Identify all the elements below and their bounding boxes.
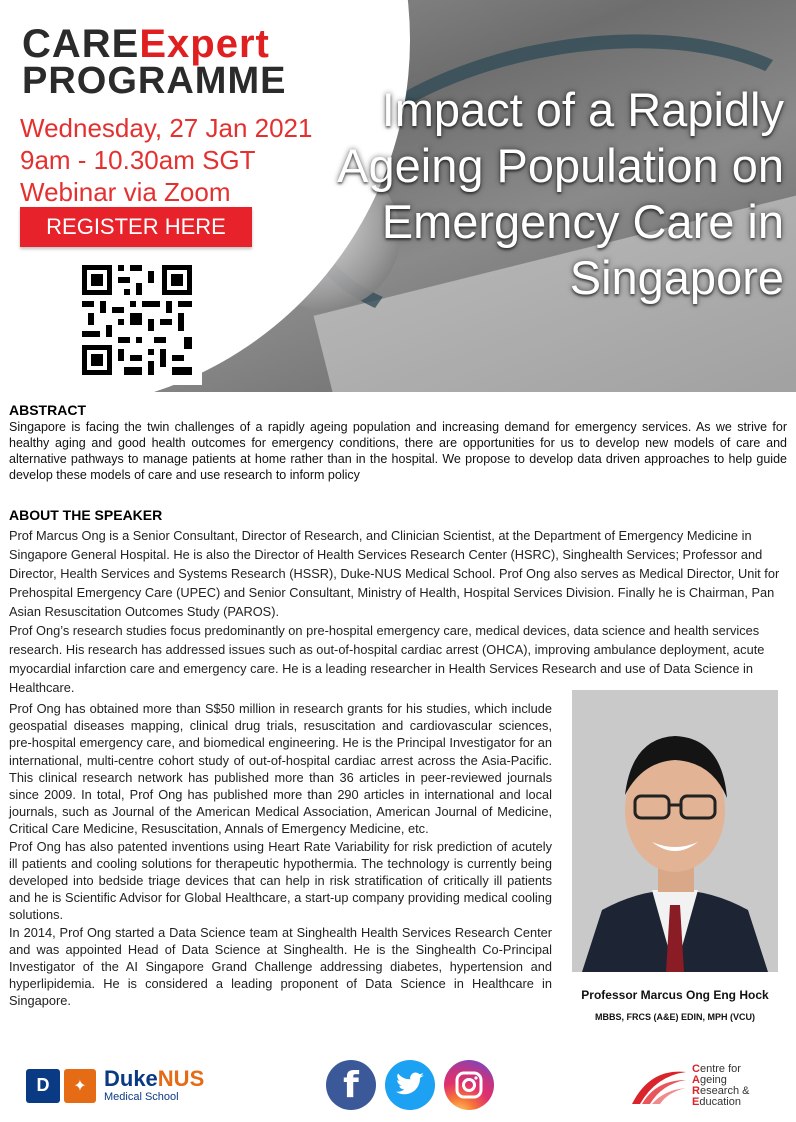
event-venue: Webinar via Zoom [20, 177, 231, 207]
event-date: Wednesday, 27 Jan 2021 [20, 113, 313, 143]
hero-banner [0, 0, 796, 392]
register-button[interactable]: REGISTER HERE [20, 207, 252, 247]
speaker-photo [572, 690, 778, 972]
speaker-bio-p2: Prof Ong’s research studies focus predominantly on pre-hospital emergency care, medical devices, data science and health services research. His research has addressed issues such as out-of-hospital cardiac arrest (OHCA), improving ambulance deployment, acute myocardial infarction care and emergency care. He is a leading researcher in Health Services Research and use of Data Science in Healthcare. [9, 623, 765, 695]
duke-shield-icon: D [26, 1069, 60, 1103]
qr-code-icon [72, 255, 202, 385]
abstract-body: Singapore is facing the twin challenges of a rapidly ageing population and increasing demand for emergency services. As we strive for healthy aging and good health outcomes for emergency conditions, there are opportunities for us to develop new models of care and alternative pathways to manage patients at home rather than in the hospital. We propose to develop data driven approaches to help guide develop these models of care and use research to inform policy [9, 420, 787, 482]
speaker-heading: ABOUT THE SPEAKER [9, 507, 163, 523]
speaker-credentials: MBBS, FRCS (A&E) EDIN, MPH (VCU) [595, 1012, 755, 1022]
duke-nus-logo[interactable]: D ✦ DukeNUS Medical School [26, 1068, 204, 1103]
speaker-bio-p3: Prof Ong has obtained more than S$50 million in research grants for his studies, which include geospatial diseases mapping, clinical drug trials, resuscitation and cardiovascular sciences, pre-hospital emergency care, and biomedical engineering. He is the Principal Investigator for an international, multi-centre cohort study of out-of-hospital cardiac arrest across the Asia-Pacific. This clinical research network has published more than 36 articles in peer-reviewed journals since 2009. In total, Prof Ong has published more than 290 articles in international and local journals, such as Journal of the American Medical Association, American Journal of Medicine, Critical Care Medicine, Resuscitation, Annals of Emergency Medicine, etc. [9, 701, 552, 837]
speaker-bio-top [9, 526, 787, 697]
webinar-title: Impact of a Rapidly Ageing Population on Emergency Care in Singapore [337, 83, 784, 304]
care-logo[interactable]: Centre for Ageing Research & Education [630, 1064, 749, 1108]
instagram-icon[interactable] [444, 1060, 494, 1110]
care-swoosh-icon [630, 1066, 688, 1106]
speaker-portrait-icon [572, 690, 778, 972]
care-expert-logo: CAREExpert PROGRAMME [22, 22, 287, 102]
twitter-icon[interactable] [385, 1060, 435, 1110]
speaker-bio-p4: Prof Ong has also patented inventions using Heart Rate Variability for risk prediction of acutely ill patients and cooling solutions for therapeutic hypothermia. The technology is currently being developed into bedside triage devices that can help in risk stratification of critically ill patients and he is Scientific Advisor for Global Healthcare, a start-up company providing medical cooling solutions. [9, 838, 552, 923]
event-time: 9am - 10.30am SGT [20, 145, 256, 175]
speaker-name: Professor Marcus Ong Eng Hock [581, 988, 769, 1002]
qr-code[interactable] [72, 255, 202, 385]
abstract-heading: ABSTRACT [9, 402, 86, 418]
speaker-bio-p5: In 2014, Prof Ong started a Data Science team at Singhealth Health Services Research Center and was appointed Head of Data Science at Singhealth. He is the Singhealth Co-Principal Investigator of the AI Singapore Grand Challenge addressing diabetes, hypertension and hyperlipidemia. He is considered a leading proponent of Data Science in Healthcare in Singapore. [9, 924, 552, 1009]
speaker-bio-bottom [9, 700, 552, 1010]
nus-crest-icon: ✦ [64, 1069, 96, 1103]
speaker-bio-p1: Prof Marcus Ong is a Senior Consultant, Director of Research, and Clinician Scientist, at the Department of Emergency Medicine in Singapore General Hospital. He is also the Director of Health Services Research Center (HSRC), Singhealth Services; Professor and Director, Health Services and Systems Research (HSSR), Duke-NUS Medical School. Prof Ong also serves as Medical Director, Unit for Prehospital Emergency Care (UPEC) and Senior Consultant, Ministry of Health, Hospital Services Division. Finally he is Chairman, Pan Asian Resuscitation Outcomes Study (PAROS). [9, 528, 780, 619]
instagram-camera-icon [454, 1070, 484, 1100]
facebook-icon[interactable]: f [326, 1060, 376, 1110]
twitter-bird-icon [395, 1072, 425, 1098]
